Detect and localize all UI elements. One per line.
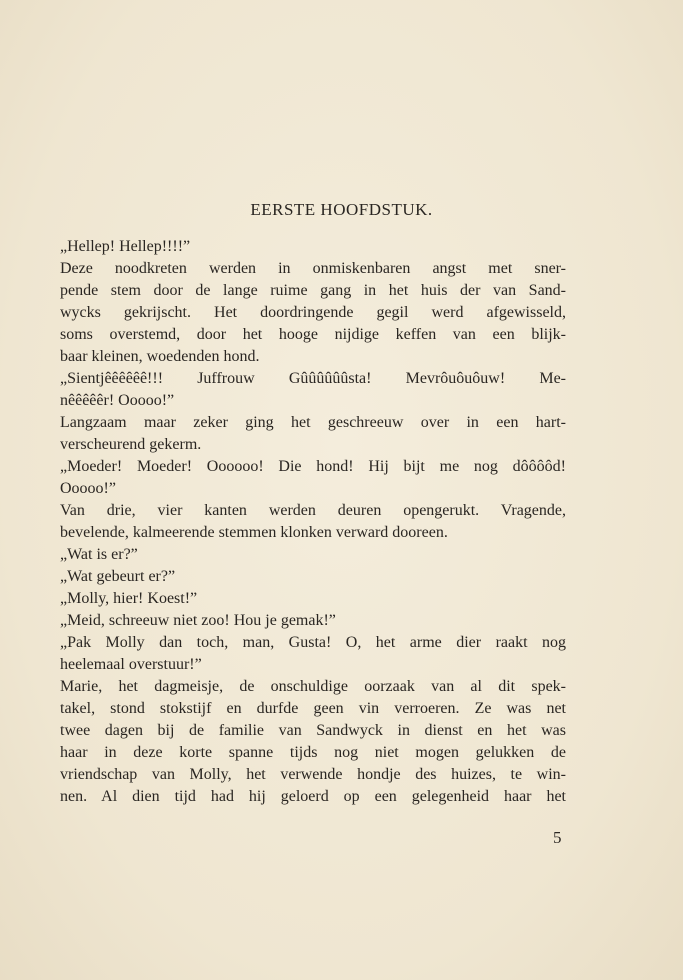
paragraph — [60, 456, 566, 500]
text-line: nêêêêêr! Ooooo!” — [60, 392, 175, 409]
text-line: „Meid, schreeuw niet zoo! Hou je gemak!” — [60, 612, 336, 629]
paragraph — [60, 258, 566, 368]
paragraph — [60, 544, 566, 566]
chapter-title: EERSTE HOOFDSTUK. — [250, 200, 433, 219]
text-line: wycks gekrijscht. Het doordringende gegil werd afgewisseld, — [60, 304, 566, 321]
text-line: pende stem door de lange ruime gang in het huis der van Sand- — [60, 282, 566, 299]
text-line: „Hellep! Hellep!!!!” — [60, 238, 191, 255]
text-line: „Molly, hier! Koest!” — [60, 590, 198, 607]
paragraph — [60, 566, 566, 588]
text-line: heelemaal overstuur!” — [60, 656, 202, 673]
text-line: „Sientjêêêêêê!!! Juffrouw Gûûûûûûsta! Mevrôuôuôuw! Me- — [60, 370, 566, 387]
text-line: „Wat is er?” — [60, 546, 138, 563]
text-line: Deze noodkreten werden in onmiskenbaren angst met sner- — [60, 260, 566, 277]
text-line: „Pak Molly dan toch, man, Gusta! O, het arme dier raakt nog — [60, 634, 566, 651]
paragraph — [60, 588, 566, 610]
body-text — [60, 236, 566, 808]
paragraph — [60, 368, 566, 412]
text-line: baar kleinen, woedenden hond. — [60, 348, 260, 365]
paragraph — [60, 236, 566, 258]
text-line: nen. Al dien tijd had hij geloerd op een gelegenheid haar het — [60, 788, 566, 805]
text-line: takel, stond stokstijf en durfde geen vin verroeren. Ze was net — [60, 700, 566, 717]
paragraph — [60, 500, 566, 544]
text-line: Langzaam maar zeker ging het geschreeuw over in een hart- — [60, 414, 566, 431]
text-line: verscheurend gekerm. — [60, 436, 202, 453]
text-line: soms overstemd, door het hooge nijdige keffen van een blijk- — [60, 326, 566, 343]
text-line: Marie, het dagmeisje, de onschuldige oorzaak van al dit spek- — [60, 678, 566, 695]
text-line: bevelende, kalmeerende stemmen klonken verward dooreen. — [60, 524, 448, 541]
paragraph — [60, 676, 566, 808]
paragraph — [60, 610, 566, 632]
text-line: vriendschap van Molly, het verwende hondje des huizes, te win- — [60, 766, 566, 783]
text-line: Ooooo!” — [60, 480, 116, 497]
paragraph — [60, 632, 566, 676]
text-line: Van drie, vier kanten werden deuren opengerukt. Vragende, — [60, 502, 566, 519]
paragraph — [60, 412, 566, 456]
page-number: 5 — [553, 828, 562, 847]
text-line: „Wat gebeurt er?” — [60, 568, 176, 585]
text-line: haar in deze korte spanne tijds nog niet mogen gelukken de — [60, 744, 566, 761]
text-line: twee dagen bij de familie van Sandwyck in dienst en het was — [60, 722, 566, 739]
text-line: „Moeder! Moeder! Oooooo! Die hond! Hij bijt me nog dôôôôd! — [60, 458, 566, 475]
